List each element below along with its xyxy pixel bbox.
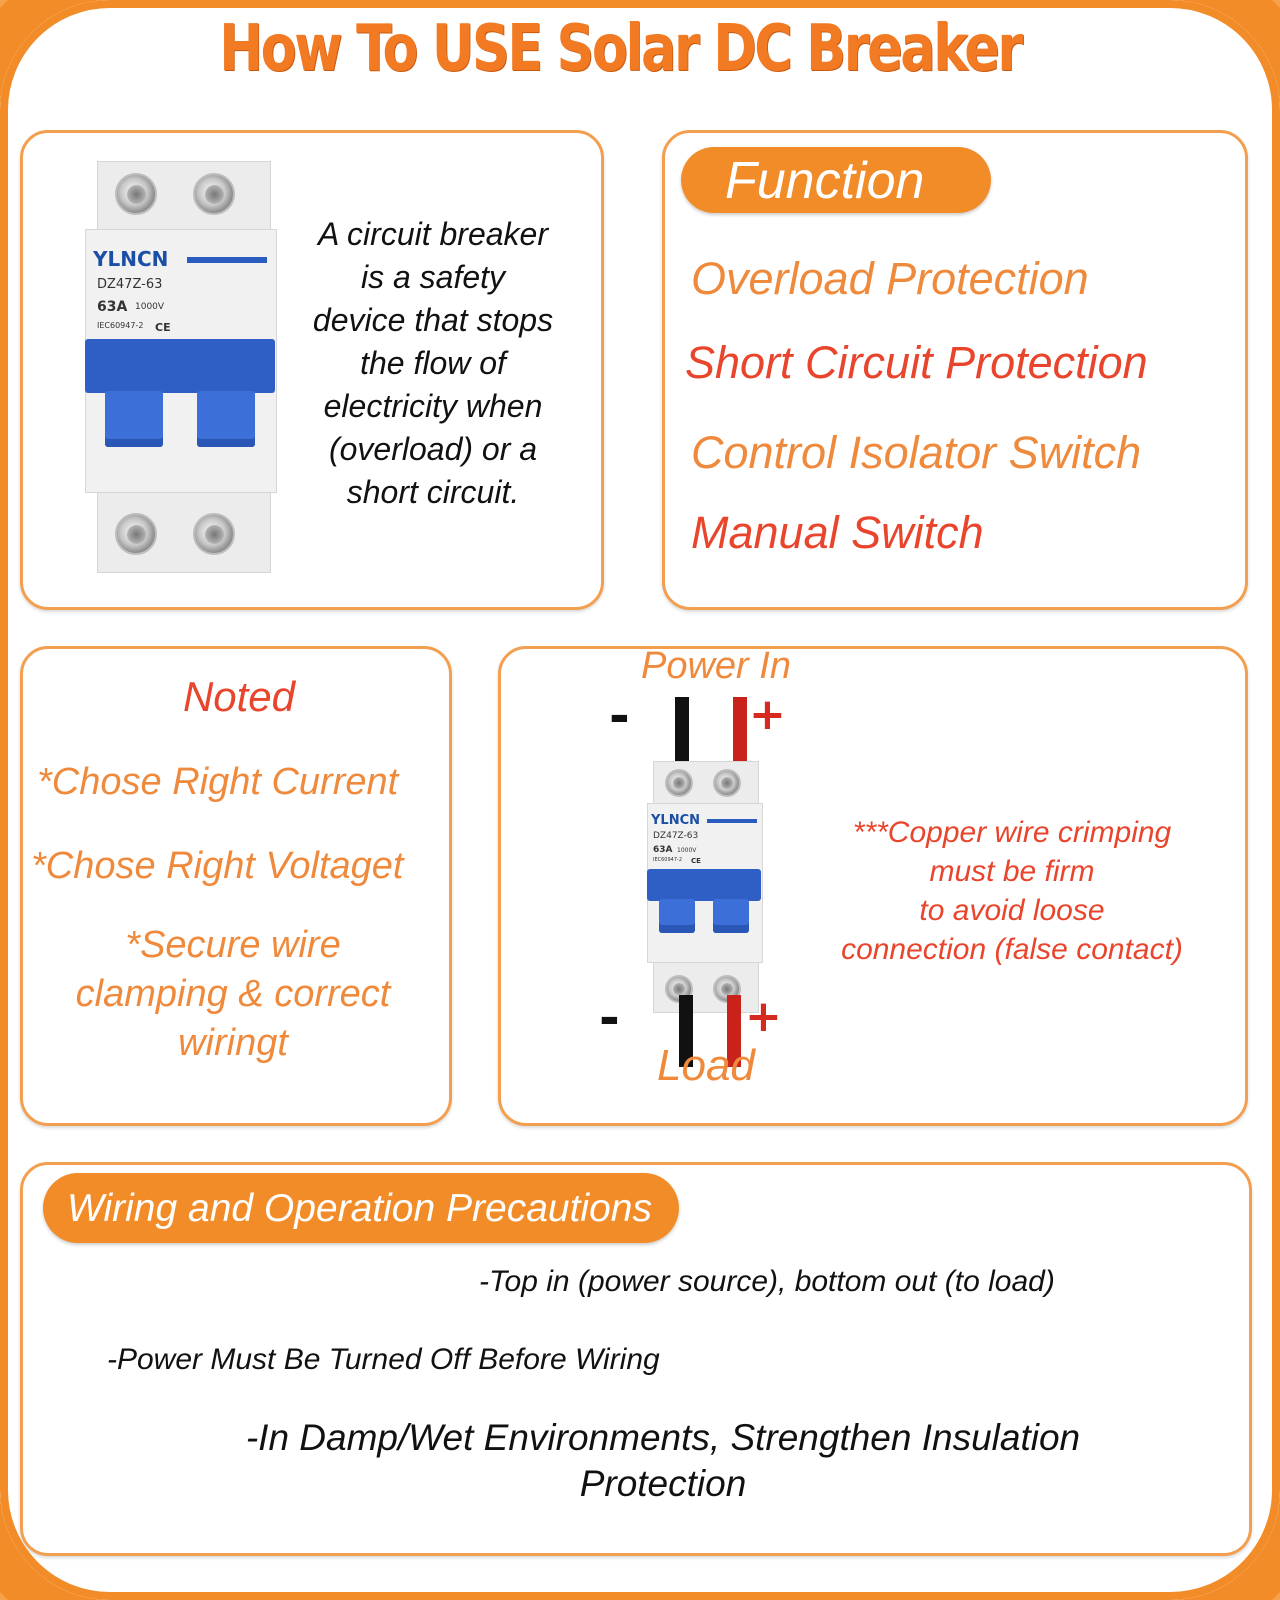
precaution-top-in: -Top in (power source), bottom out (to load) bbox=[479, 1265, 1055, 1298]
noted-item-current: *Chose Right Current bbox=[37, 761, 399, 803]
noted-panel bbox=[20, 646, 452, 1126]
breaker-brand: YLNCN bbox=[93, 247, 169, 271]
copper-wire-note bbox=[817, 813, 1207, 969]
definition-panel bbox=[20, 130, 604, 610]
precaution-damp-line: Protection bbox=[579, 1463, 747, 1504]
bottom-minus-sign: - bbox=[599, 989, 620, 1047]
definition-line: is a safety bbox=[360, 259, 506, 295]
function-item-short-circuit: Short Circuit Protection bbox=[685, 337, 1148, 388]
function-panel bbox=[662, 130, 1248, 610]
function-item-overload: Overload Protection bbox=[691, 253, 1089, 304]
bottom-plus-sign: + bbox=[745, 991, 782, 1042]
diagram-breaker-image bbox=[647, 761, 761, 1011]
wiring-diagram-panel bbox=[498, 646, 1248, 1126]
function-heading: Function bbox=[681, 147, 991, 213]
noted-item-wire bbox=[23, 921, 443, 1068]
definition-text bbox=[283, 213, 583, 514]
load-label: Load bbox=[657, 1041, 755, 1090]
page-title: How To USE Solar DC Breaker bbox=[219, 12, 1021, 86]
diagram-breaker-ce: CE bbox=[691, 857, 701, 865]
definition-line: electricity when bbox=[323, 388, 543, 424]
definition-line: (overload) or a bbox=[328, 431, 538, 467]
precautions-panel bbox=[20, 1162, 1252, 1556]
copper-note-line: must be firm bbox=[929, 855, 1095, 888]
noted-wire-line: clamping & correct bbox=[75, 973, 391, 1015]
breaker-voltage: 1000V bbox=[135, 302, 165, 312]
breaker-ce: CE bbox=[155, 321, 171, 334]
copper-note-line: ***Copper wire crimping bbox=[852, 816, 1172, 849]
diagram-breaker-voltage: 1000V bbox=[677, 847, 697, 854]
function-item-isolator: Control Isolator Switch bbox=[691, 427, 1142, 478]
precaution-power-off: -Power Must Be Turned Off Before Wiring bbox=[107, 1343, 660, 1376]
definition-line: the flow of bbox=[360, 345, 506, 381]
copper-note-line: to avoid loose bbox=[919, 894, 1105, 927]
precautions-heading: Wiring and Operation Precautions bbox=[43, 1173, 679, 1243]
noted-item-voltage: *Chose Right Voltaget bbox=[31, 845, 404, 887]
power-in-label: Power In bbox=[641, 645, 791, 687]
definition-line: short circuit. bbox=[346, 474, 520, 510]
precaution-damp bbox=[223, 1415, 1103, 1507]
breaker-image bbox=[85, 161, 275, 571]
top-minus-sign: - bbox=[609, 687, 630, 745]
breaker-standard: IEC60947-2 bbox=[97, 321, 144, 330]
function-item-manual: Manual Switch bbox=[691, 507, 984, 558]
diagram-breaker-standard: IEC60947-2 bbox=[653, 857, 683, 863]
definition-line: device that stops bbox=[312, 302, 554, 338]
top-plus-sign: + bbox=[749, 689, 786, 740]
noted-wire-line: wiringt bbox=[178, 1022, 288, 1064]
precaution-damp-line: -In Damp/Wet Environments, Strengthen Insulation bbox=[245, 1417, 1081, 1458]
top-negative-wire bbox=[675, 697, 689, 769]
noted-wire-line: *Secure wire bbox=[125, 924, 341, 966]
diagram-breaker-rating: 63A bbox=[653, 845, 673, 855]
noted-heading: Noted bbox=[182, 673, 296, 720]
top-positive-wire bbox=[733, 697, 747, 769]
copper-note-line: connection (false contact) bbox=[841, 933, 1183, 966]
diagram-breaker-model: DZ47Z-63 bbox=[653, 831, 699, 841]
diagram-breaker-brand: YLNCN bbox=[651, 813, 700, 828]
breaker-model: DZ47Z-63 bbox=[97, 277, 163, 292]
breaker-rating: 63A bbox=[97, 299, 128, 315]
definition-line: A circuit breaker bbox=[318, 216, 548, 252]
